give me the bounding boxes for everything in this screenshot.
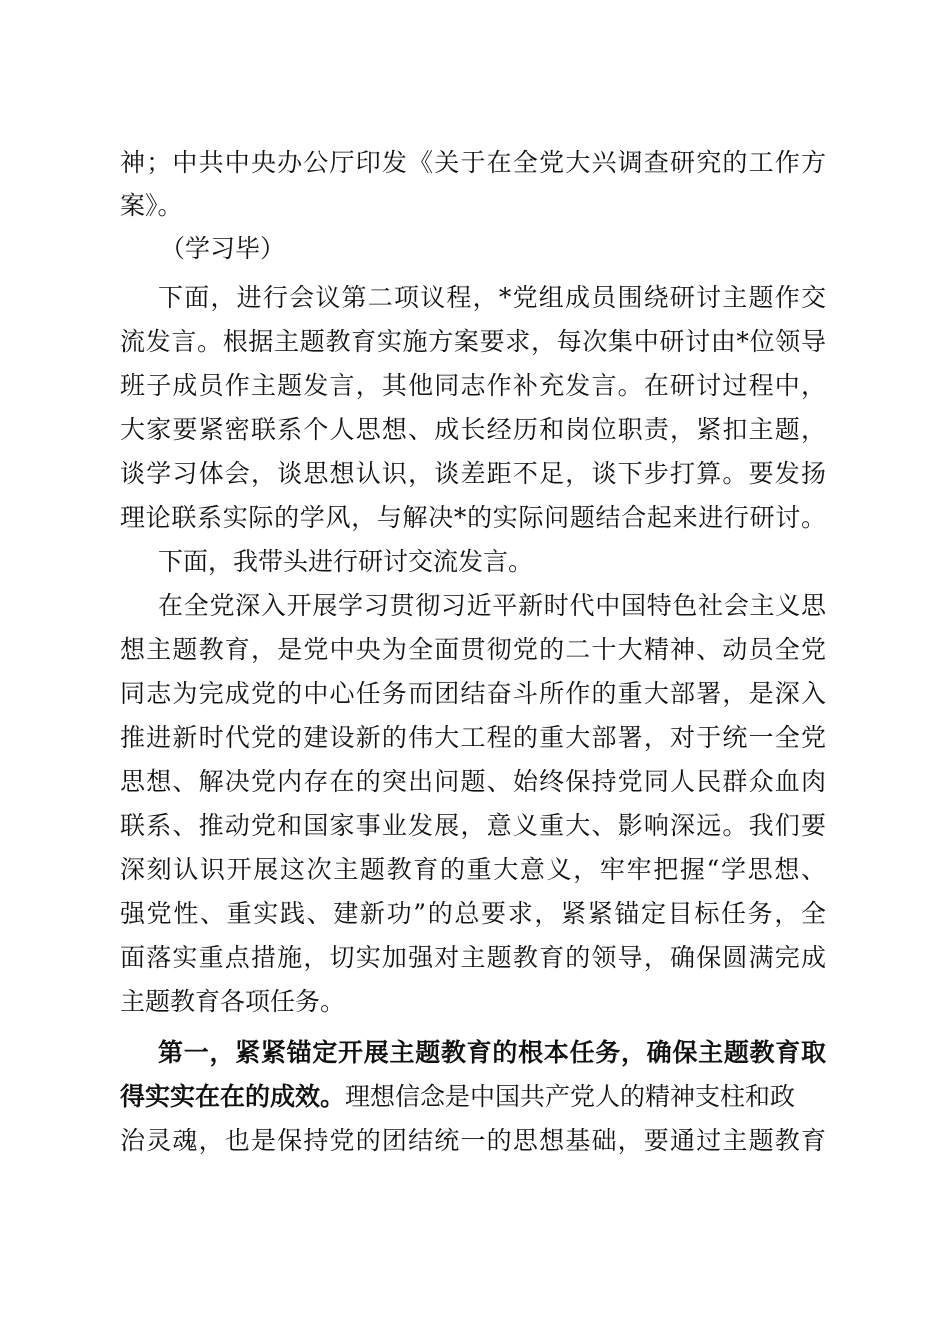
text-line: 治灵魂，也是保持党的团结统一的思想基础，要通过主题教育: [120, 1126, 826, 1155]
text-line: 面落实重点措施，切实加强对主题教育的领导，确保圆满完成: [120, 943, 826, 972]
text-line: 同志为完成党的中心任务而团结奋斗所作的重大部署，是深入: [120, 679, 826, 708]
text-line: 想主题教育，是党中央为全面贯彻党的二十大精神、动员全党: [120, 635, 826, 664]
text-line: 强党性、重实践、建新功”的总要求，紧紧锚定目标任务，全: [120, 899, 826, 928]
text-line: 大家要紧密联系个人思想、成长经历和岗位职责，紧扣主题，: [120, 415, 826, 444]
text-line: 班子成员作主题发言，其他同志作补充发言。在研讨过程中，: [120, 371, 826, 400]
text-line: 思想、解决党内存在的突出问题、始终保持党同人民群众血肉: [120, 767, 826, 796]
text-line: 深刻认识开展这次主题教育的重大意义，牢牢把握“学思想、: [120, 855, 826, 884]
text-line: 在全党深入开展学习贯彻习近平新时代中国特色社会主义思: [158, 591, 826, 620]
text-line: 推进新时代党的建设新的伟大工程的重大部署，对于统一全党: [120, 723, 826, 752]
text-line: 流发言。根据主题教育实施方案要求，每次集中研讨由*位领导: [120, 327, 826, 356]
text-fragment: 理想信念是中国共产党人的精神支柱和政: [345, 1082, 796, 1111]
text-line: 下面，我带头进行研讨交流发言。: [158, 547, 534, 576]
section-heading: 第一，紧紧锚定开展主题教育的根本任务，确保主题教育取: [158, 1038, 826, 1067]
text-line: 联系、推动党和国家事业发展，意义重大、影响深远。我们要: [120, 811, 826, 840]
text-line: 神；中共中央办公厅印发《关于在全党大兴调查研究的工作方: [120, 148, 826, 177]
text-line: 下面，进行会议第二项议程，*党组成员围绕研讨主题作交: [158, 283, 826, 312]
section-heading-continued: 得实实在在的成效。: [120, 1082, 346, 1111]
text-line: 主题教育各项任务。: [120, 987, 346, 1016]
text-line: 案》。: [120, 191, 183, 220]
text-line: 谈学习体会，谈思想认识，谈差距不足，谈下步打算。要发扬: [120, 459, 826, 488]
text-line: [120, 1080, 795, 1114]
text-line: 理论联系实际的学风，与解决*的实际问题结合起来进行研讨。: [120, 503, 826, 532]
text-line: （学习毕）: [160, 234, 286, 263]
